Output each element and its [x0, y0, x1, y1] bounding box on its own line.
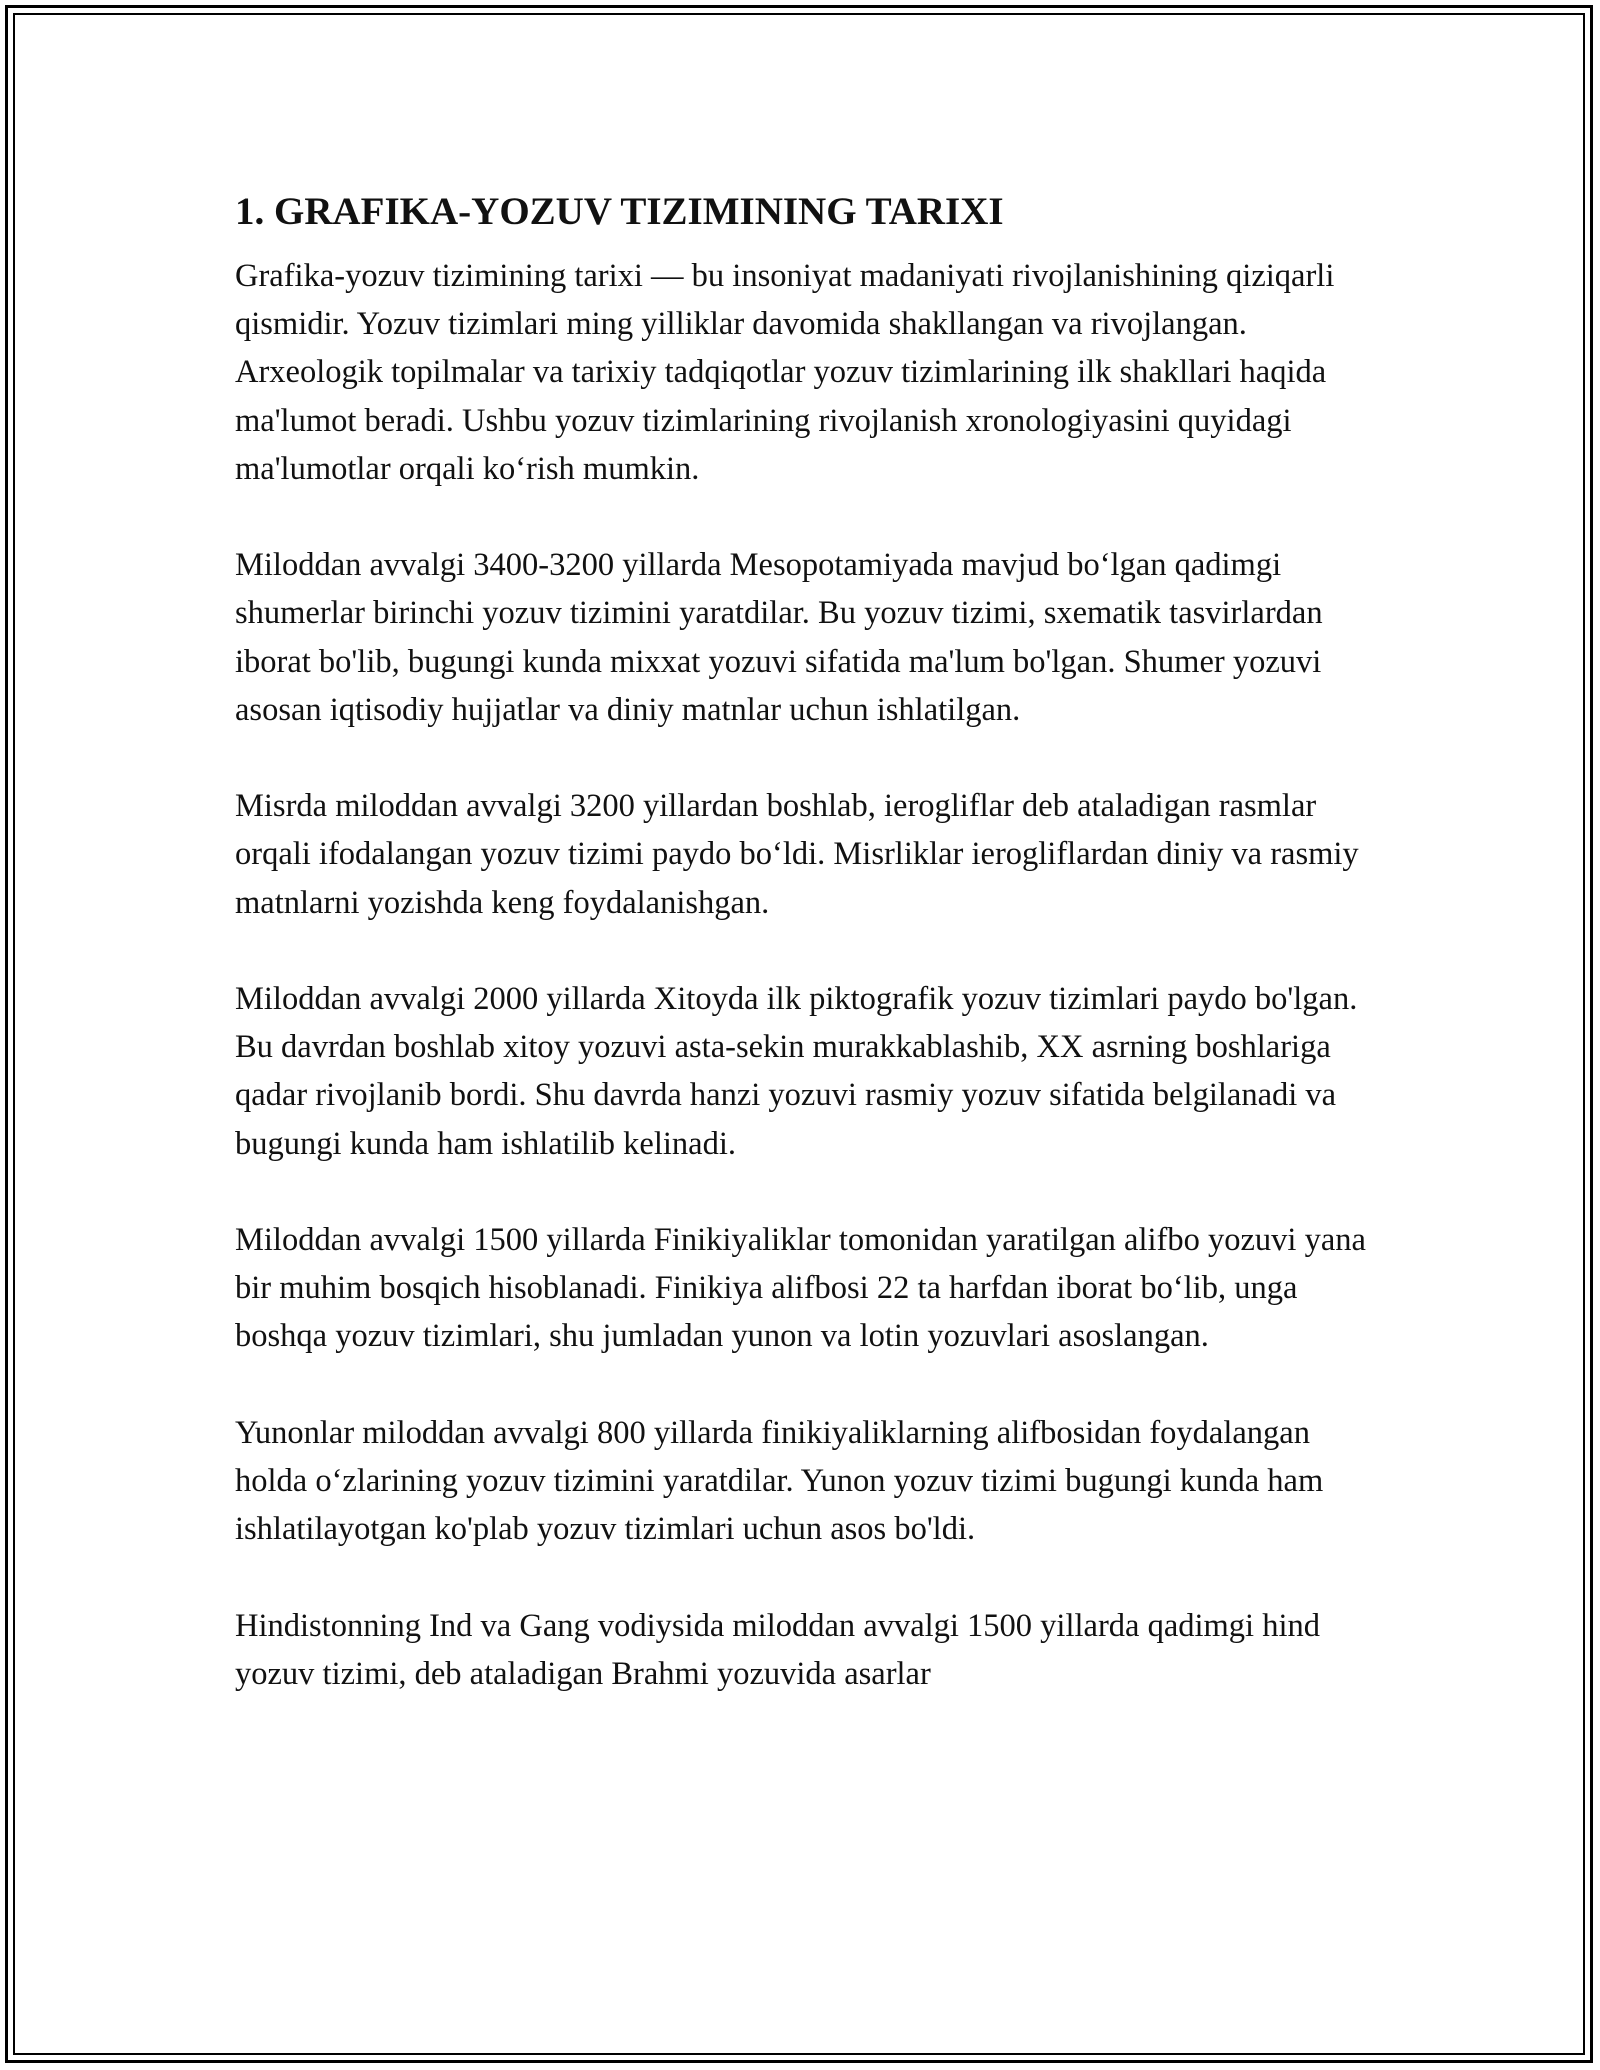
paragraph-phoenicia: Miloddan avvalgi 1500 yillarda Finikiyaliklar tomonidan yaratilgan alifbo yozuvi yana bir muhim bosqich hisoblanadi. Finikiya alifbosi 22 ta harfdan iborat boʻlib, unga boshqa yozuv tizimlari, shu jumladan yunon va lotin yozuvlari asoslangan. [235, 1222, 1366, 1355]
document-body [235, 186, 1375, 1698]
paragraph-sumerian: Miloddan avvalgi 3400-3200 yillarda Mesopotamiyada mavjud boʻlgan qadimgi shumerlar birinchi yozuv tizimini yaratdilar. Bu yozuv tizimi, sxematik tasvirlardan iborat bo'lib, bugungi kunda mixxat yozuvi sifatida ma'lum bo'lgan. Shumer yozuvi asosan iqtisodiy hujjatlar va diniy matnlar uchun ishlatilgan. [235, 547, 1323, 728]
paragraph-greece: Yunonlar miloddan avvalgi 800 yillarda finikiyaliklarning alifbosidan foydalangan holda oʻzlarining yozuv tizimini yaratdilar. Yunon yozuv tizimi bugungi kunda ham ishlatilayotgan ko'plab yozuv tizimlari uchun asos bo'ldi. [235, 1414, 1324, 1548]
page-title: 1. GRAFIKA-YOZUV TIZIMINING TARIXI [235, 190, 1004, 233]
paragraph-china: Miloddan avvalgi 2000 yillarda Xitoyda ilk piktografik yozuv tizimlari paydo bo'lgan. Bu davrdan boshlab xitoy yozuvi asta-sekin murakkablashib, XX asrning boshlariga qadar rivojlanib bordi. Shu davrda hanzi yozuvi rasmiy yozuv sifatida belgilanadi va bugungi kunda ham ishlatilib kelinadi. [235, 981, 1358, 1162]
paragraph-egypt: Misrda miloddan avvalgi 3200 yillardan boshlab, ierogliflar deb ataladigan rasmlar orqali ifodalangan yozuv tizimi paydo boʻldi. Misrliklar ierogliflardan diniy va rasmiy matnlarni yozishda keng foydalanishgan. [235, 788, 1359, 921]
paragraph-intro: Grafika-yozuv tizimining tarixi — bu insoniyat madaniyati rivojlanishining qiziqarli qismidir. Yozuv tizimlari ming yilliklar davomida shakllangan va rivojlangan. Arxeologik topilmalar va tarixiy tadqiqotlar yozuv tizimlarining ilk shakllari haqida ma'lumot beradi. Ushbu yozuv tizimlarining rivojlanish xronologiyasini quyidagi ma'lumotlar orqali koʻrish mumkin. [235, 258, 1335, 487]
paragraph-india: Hindistonning Ind va Gang vodiysida miloddan avvalgi 1500 yillarda qadimgi hind yozuv tizimi, deb ataladigan Brahmi yozuvida asarlar [235, 1607, 1320, 1692]
